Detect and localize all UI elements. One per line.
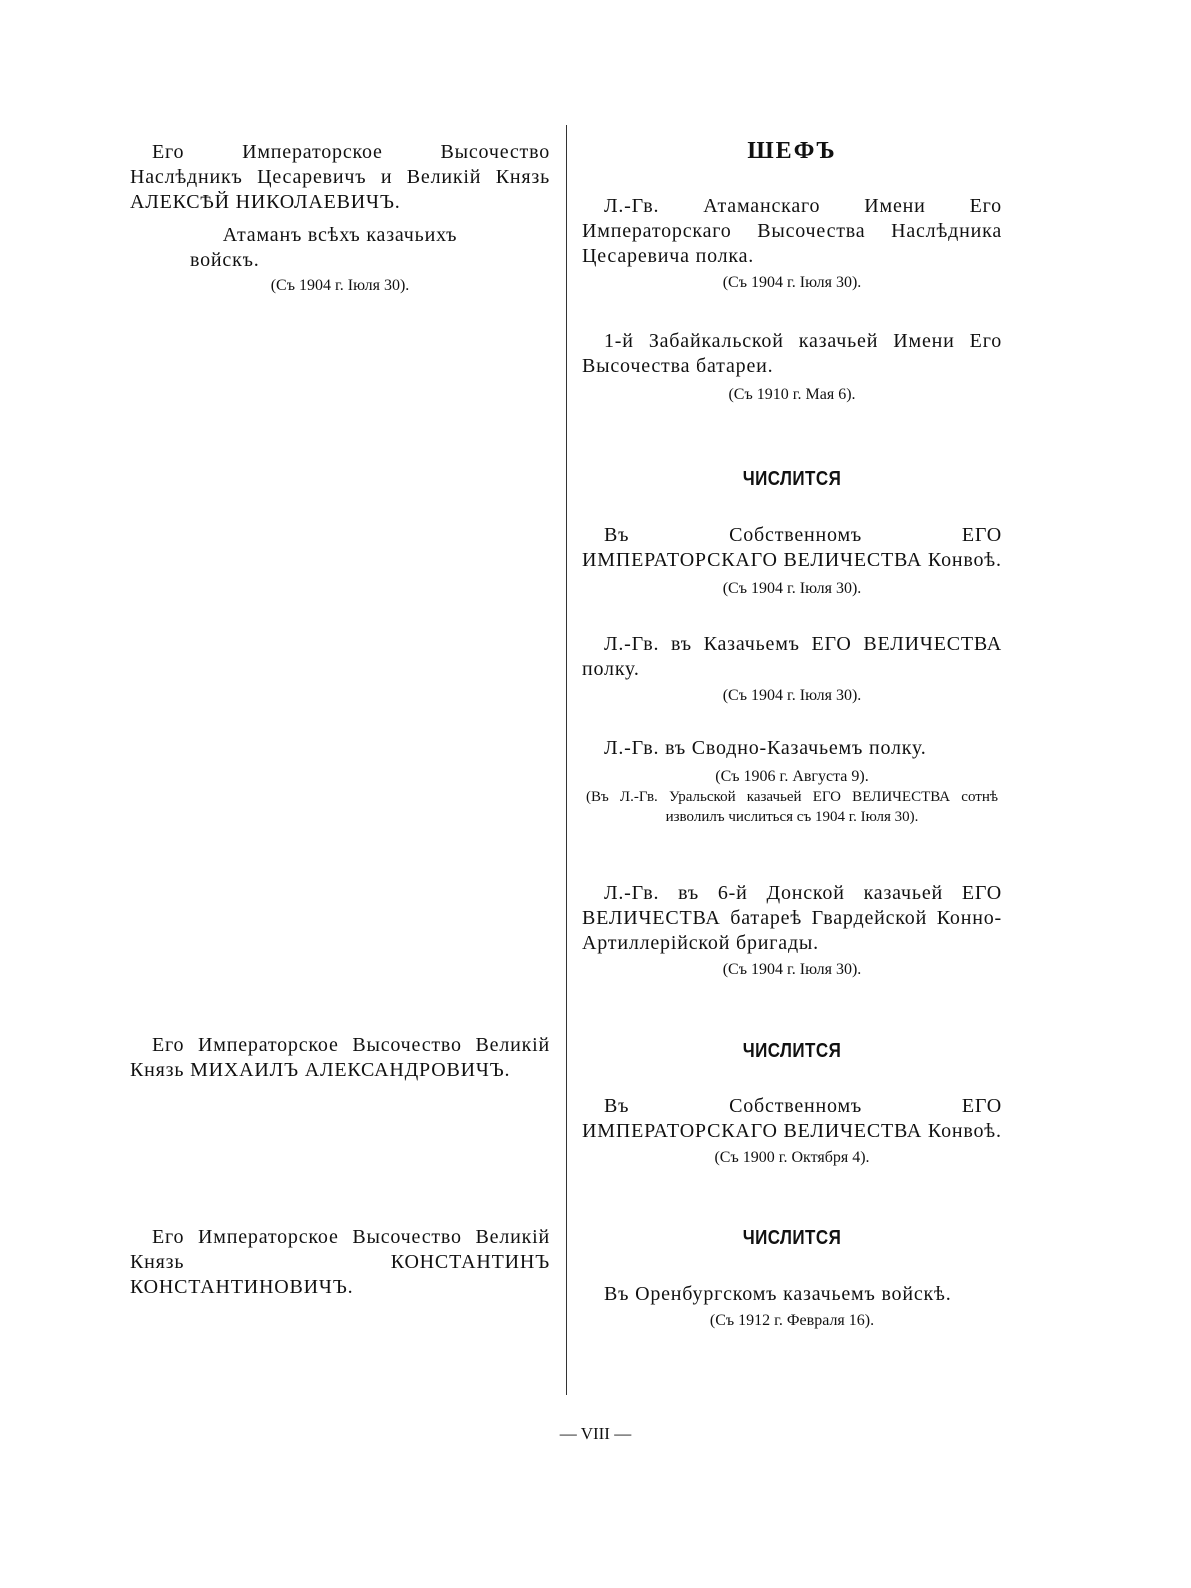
listed-heading [582, 1227, 1002, 1250]
entry-text: Л.-Гв. въ Казачьемъ ЕГО ВЕЛИЧЕСТВА полку. [582, 633, 1002, 680]
listed-entry [582, 736, 1002, 827]
chief-entry [582, 194, 1002, 293]
entry-date: (Съ 1900 г. Октября 4). [714, 1149, 870, 1166]
section-heading: ЧИСЛИТСЯ [742, 1040, 842, 1062]
column-divider [566, 125, 567, 1395]
entry-date: (Съ 1904 г. Іюля 30). [722, 580, 862, 597]
section-heading: ЧИСЛИТСЯ [742, 1227, 842, 1249]
entry-date: (Съ 1904 г. Іюля 30). [722, 274, 862, 291]
entry-date: (Съ 1906 г. Августа 9). [715, 768, 869, 785]
listed-entry [582, 1282, 1002, 1331]
section-heading: ШЕФЪ [747, 138, 837, 164]
listed-entry [582, 523, 1002, 599]
entry-note: (Въ Л.-Гв. Уральской казачьей ЕГО ВЕЛИЧЕСТВА сотнѣ изволилъ числиться съ 1904 г. Іюля 30). [586, 789, 998, 825]
person-name: Его Императорское Высочество Наслѣдникъ Цесаревичъ и Великій Князь АЛЕКСѢЙ НИКОЛАЕВИЧЪ. [130, 141, 550, 213]
entry-text: Л.-Гв. въ Сводно-Казачьемъ полку. [604, 737, 927, 759]
person-mikhail [130, 1033, 550, 1083]
listed-entry [582, 1094, 1002, 1168]
entry-text: Въ Собственномъ ЕГО ИМПЕРАТОРСКАГО ВЕЛИЧЕСТВА Конвоѣ. [582, 1095, 1002, 1142]
entry-text: Въ Собственномъ ЕГО ИМПЕРАТОРСКАГО ВЕЛИЧЕСТВА Конвоѣ. [582, 524, 1002, 571]
person-title: Атаманъ всѣхъ казачьихъ войскъ. [190, 224, 458, 271]
person-name: Его Императорское Высочество Великій Князь МИХАИЛЪ АЛЕКСАНДРОВИЧЪ. [130, 1034, 550, 1081]
entry-date: (Съ 1910 г. Мая 6). [728, 386, 856, 403]
person-name: Его Императорское Высочество Великій Князь КОНСТАНТИНЪ КОНСТАНТИНОВИЧЪ. [130, 1226, 550, 1298]
entry-text: Л.-Гв. въ 6-й Донской казачьей ЕГО ВЕЛИЧЕСТВА батареѣ Гвардейской Конно-Артиллерійской бригады. [582, 882, 1002, 954]
entry-text: 1-й Забайкальской казачьей Имени Его Высочества батареи. [582, 330, 1002, 377]
entry-text: Л.-Гв. Атаманскаго Имени Его Императорскаго Высочества Наслѣдника Цесаревича полка. [582, 195, 1002, 267]
person-alexei [130, 140, 550, 296]
page-number: — VIII — [559, 1424, 632, 1443]
chief-heading [582, 138, 1002, 165]
listed-heading [582, 468, 1002, 491]
listed-heading [582, 1040, 1002, 1063]
listed-entry [582, 632, 1002, 706]
entry-date: (Съ 1904 г. Іюля 30). [722, 961, 862, 978]
listed-entry [582, 881, 1002, 980]
person-title-date: (Съ 1904 г. Іюля 30). [270, 277, 410, 294]
entry-text: Въ Оренбургскомъ казачьемъ войскѣ. [604, 1283, 952, 1305]
section-heading: ЧИСЛИТСЯ [742, 468, 842, 490]
chief-entry [582, 329, 1002, 405]
person-konstantin [130, 1225, 550, 1300]
entry-date: (Съ 1904 г. Іюля 30). [722, 687, 862, 704]
entry-date: (Съ 1912 г. Февраля 16). [709, 1312, 875, 1329]
